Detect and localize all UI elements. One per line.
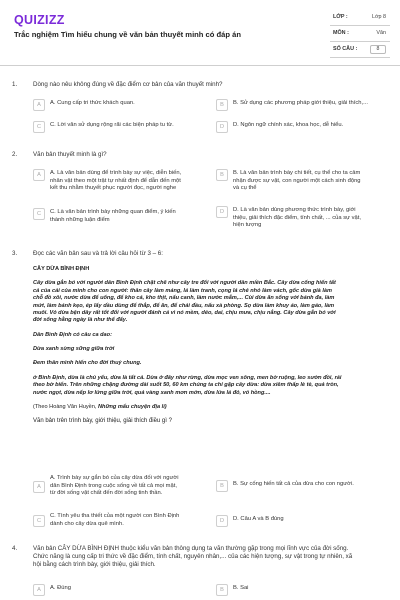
question-number: 4. xyxy=(12,545,18,552)
option-c[interactable] xyxy=(33,512,213,536)
option-text: C. Là văn bản trình bày những quan điểm, ý kiến thành những luận điểm xyxy=(50,209,176,223)
meta-value: 8 xyxy=(370,45,386,54)
option-text: D. Câu A và B đúng xyxy=(233,516,284,522)
option-text: A. Đúng xyxy=(50,585,71,591)
passage-line: Dừa xanh sừng sững giữa trời xyxy=(33,346,115,352)
option-letter: D xyxy=(216,206,228,218)
option-a[interactable] xyxy=(33,474,213,504)
option-d[interactable] xyxy=(216,121,390,137)
passage-line: Đem thân mình hiến cho đời thuỷ chung. xyxy=(33,360,142,367)
option-letter: B xyxy=(216,99,228,111)
option-letter: A xyxy=(33,169,45,181)
option-b[interactable] xyxy=(216,169,390,199)
meta-value: Lớp 8 xyxy=(371,14,386,20)
passage-paragraph-2: ở Bình Định, dừa là chủ yếu, dừa là tất cả. Dừa ở đây như rừng, dừa mọc ven sông, men bờ ruộng, leo sườn đồi, rải theo bờ biển. Trên những chặng đường dài suốt 50, 60 km chúng ta chỉ gặp cây dừa: dừa xiêm thấp lè tè, quả tròn, nước ngọt, dừa nếp lơ lửng giữa trời, quả vàng xanh mơn mởn, dừa lửa lá đỏ, vỏ hồng.... xyxy=(33,374,342,396)
option-text: B. Là văn bản trình bày chi tiết, cụ thể cho ta cảm nhận được sự vật, con người một cách sinh động và cụ thể xyxy=(233,170,361,192)
option-b[interactable] xyxy=(216,99,390,115)
option-letter: D xyxy=(216,121,228,133)
option-b[interactable] xyxy=(216,480,390,496)
option-letter: C xyxy=(33,208,45,220)
passage-heading: CÂY DỪA BÌNH ĐỊNH xyxy=(33,266,90,272)
worksheet-header xyxy=(0,0,400,66)
question-number: 1. xyxy=(12,81,18,88)
meta-label: SỐ CÂU : xyxy=(333,46,358,52)
meta-row-class xyxy=(330,10,390,26)
question-text: Dòng nào nêu không đúng về đặc điểm cơ bản của văn thuyết minh? xyxy=(33,81,223,88)
meta-value: Văn xyxy=(376,30,386,36)
option-letter: A xyxy=(33,584,45,596)
option-b[interactable] xyxy=(216,584,390,600)
meta-row-subject xyxy=(330,26,390,42)
option-a[interactable] xyxy=(33,169,213,199)
quizizz-logo: QUIZIZZ xyxy=(14,13,65,27)
question-number: 2. xyxy=(12,151,18,158)
question-text: Văn bản thuyết minh là gì? xyxy=(33,151,107,158)
option-d[interactable] xyxy=(216,515,390,531)
option-text: C. Tình yêu tha thiết của một người con Bình Định dành cho cây dừa quê mình. xyxy=(50,513,180,527)
meta-label: MÔN : xyxy=(333,30,349,36)
option-c[interactable] xyxy=(33,121,213,137)
option-text: C. Lời văn sử dụng rộng rãi các biện pháp tu từ. xyxy=(50,122,174,128)
meta-label: LỚP : xyxy=(333,14,348,20)
option-d[interactable] xyxy=(216,206,390,236)
question-text: Đọc các văn bản sau và trả lời câu hỏi từ 3 – 6: xyxy=(33,250,163,257)
option-text: B. Sự cống hiến tất cả của dừa cho con người. xyxy=(233,481,354,487)
option-letter: B xyxy=(216,584,228,596)
option-letter: A xyxy=(33,99,45,111)
passage-paragraph-1: Cây dừa gắn bó với người dân Bình Định chặt chẽ như cây tre đối với người dân miền Bắc. Cây dừa cống hiến tất cả của cải của mình cho con người: thân cây làm máng, lá làm tranh, cọng lá chẻ nhỏ làm vách, gốc dừa già làm chỗ đồ xôi, nước dừa để uống, để kho cá, kho thịt, nấu canh, làm nước mắm,... Cùi dừa ăn sống với bánh đa, làm mứt, làm bánh kẹo, ép lấy dầu dùng để thắp, để ăn, để chải đầu, nấu xà phòng. Sọ dừa làm khuy áo, làm gáo, làm muôi. Vỏ dừa bện dây rất tốt đối với người đánh cá vì nó mềm, dẻo, dai, chịu mưa, chịu nắng. Cây dừa gắn bó với đời sống hằng ngày là như thế đấy. xyxy=(33,280,336,324)
option-letter: D xyxy=(216,515,228,527)
option-letter: B xyxy=(216,169,228,181)
option-text: D. Ngôn ngữ chính xác, khoa học, dễ hiểu. xyxy=(233,122,344,128)
worksheet-title: Trắc nghiệm Tìm hiểu chung về văn bản thuyết minh có đáp án xyxy=(14,30,242,39)
question-number: 3. xyxy=(12,250,18,257)
passage-source: (Theo Hoàng Văn Huyền, Những mẩu chuyện địa lí) xyxy=(33,403,167,410)
option-letter: B xyxy=(216,480,228,492)
option-c[interactable] xyxy=(33,208,213,232)
option-letter: A xyxy=(33,481,45,493)
meta-row-count xyxy=(330,42,390,58)
passage-line: Dân Bình Định có câu ca dao: xyxy=(33,331,112,338)
option-text: B. Sai xyxy=(233,585,249,591)
option-text: A. Trình bày sự gắn bó của cây dừa đối với người dân Bình Định trong cuộc sống về tất cả mọi mặt, từ đời sống vật chất đến đời sống tinh thần. xyxy=(50,475,179,497)
option-text: D. Là văn bản dùng phương thức trình bày, giới thiệu, giải thích đặc điểm, tính chất, ... của sự vật, hiện tượng xyxy=(233,207,361,229)
passage xyxy=(33,266,388,426)
option-letter: C xyxy=(33,515,45,527)
option-text: A. Là văn bản dùng để trình bày sự việc, diễn biến, nhân vật theo một trật tự nhất định để dẫn đến một kết thu nhằm thuyết phục người đọc, người nghe xyxy=(50,170,182,192)
option-text: B. Sử dụng các phương pháp giới thiệu, giải thích,... xyxy=(233,100,368,106)
option-a[interactable] xyxy=(33,584,213,600)
meta-table xyxy=(330,10,390,58)
subquestion-text: Văn bản trên trình bày, giới thiệu, giải thích điều gì ? xyxy=(33,418,172,425)
option-letter: C xyxy=(33,121,45,133)
option-a[interactable] xyxy=(33,99,213,115)
option-text: A. Cung cấp tri thức khách quan. xyxy=(50,100,135,106)
question-text: Văn bản CÂY DỪA BÌNH ĐỊNH thuộc kiểu văn bản thông dụng ta văn thường gặp trong mọi lĩnh vực của đời sống. Chức năng là cung cấp tri thức về đặc điểm, tính chất, nguyên nhân,... của các hiện tượng, sự vật trong tự nhiên, xã hội bằng cách trình bày, giới thiệu, giải thích. xyxy=(33,545,353,569)
